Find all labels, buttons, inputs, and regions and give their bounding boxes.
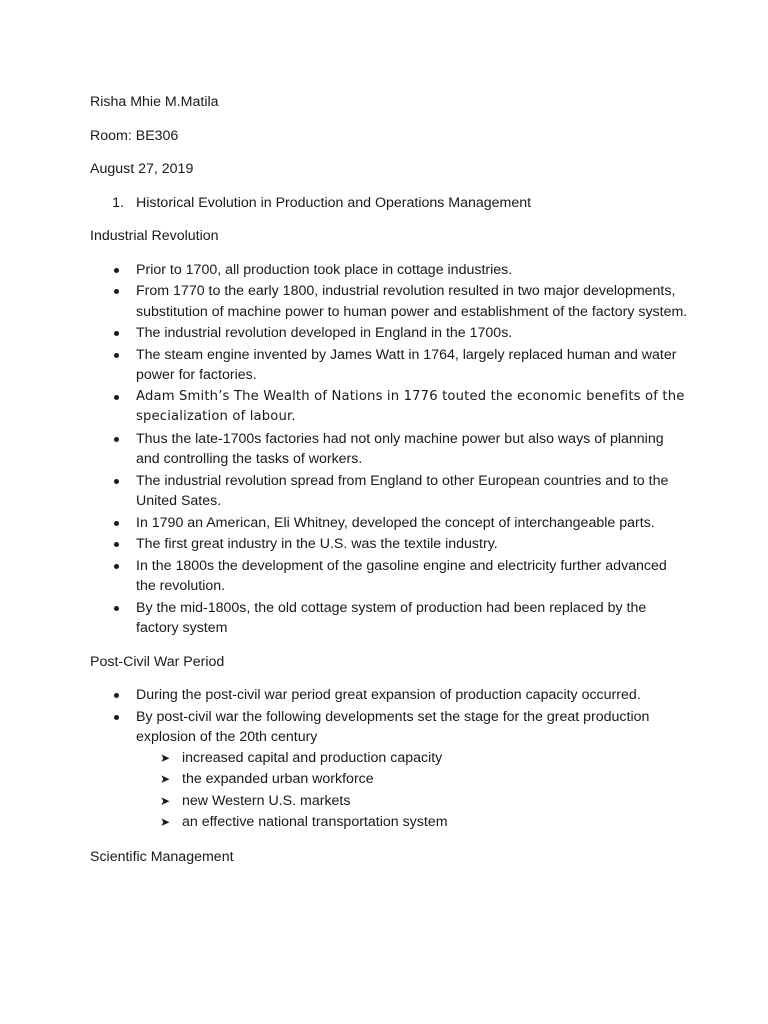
sub-list-item: ➤ an effective national transportation system [160, 812, 688, 833]
list-item: During the post-civil war period great expansion of production capacity occurred. [90, 685, 688, 706]
section-title-industrial-revolution: Industrial Revolution [90, 228, 219, 244]
sub-list-item: ➤ new Western U.S. markets [160, 791, 688, 812]
list-item: By post-civil war the following developments set the stage for the great production explosion of the 20th century ➤ increased capital and production capacity ➤ the expanded urban workforce ➤ new Western U.S. markets ➤ an effective national transportation system [90, 707, 688, 834]
bullet-icon [90, 471, 136, 512]
sub-list-item: ➤ the expanded urban workforce [160, 769, 688, 790]
post-civil-war-list [90, 685, 688, 834]
arrowhead-right-icon: ➤ [160, 815, 171, 829]
arrowhead-right-icon: ➤ [160, 793, 171, 808]
bullet-icon [90, 685, 136, 706]
list-item: In the 1800s the development of the gasoline engine and electricity further advanced the revolution. [90, 556, 688, 597]
bullet-icon [90, 556, 136, 597]
section-title-scientific-management: Scientific Management [90, 848, 234, 865]
arrowhead-right-icon: ➤ [160, 772, 171, 786]
list-item: Prior to 1700, all production took place in cottage industries. [90, 260, 688, 281]
bullet-icon [90, 598, 136, 639]
bullet-icon [90, 707, 136, 748]
bullet-icon [90, 260, 136, 281]
list-item: Adam Smith’s The Wealth of Nations in 1776 touted the economic benefits of the specialization of labour. [90, 387, 688, 428]
numbered-heading-number: 1. [112, 194, 124, 211]
list-item: In 1790 an American, Eli Whitney, developed the concept of interchangeable parts. [90, 513, 688, 534]
numbered-heading [90, 193, 688, 214]
bullet-icon [90, 281, 136, 322]
list-item: The industrial revolution developed in England in the 1700s. [90, 323, 688, 344]
document-date: August 27, 2019 [90, 161, 194, 177]
numbered-heading-text: Historical Evolution in Production and Operations Management [136, 194, 532, 211]
list-item: By the mid-1800s, the old cottage system of production had been replaced by the factory system [90, 598, 688, 639]
bullet-icon [90, 429, 136, 470]
list-item: The steam engine invented by James Watt in 1764, largely replaced human and water power for factories. [90, 345, 688, 386]
bullet-icon [90, 345, 136, 386]
bullet-icon [90, 513, 136, 534]
post-civil-war-sublist [90, 748, 688, 834]
list-item: Thus the late-1700s factories had not only machine power but also ways of planning and controlling the tasks of workers. [90, 429, 688, 470]
list-item: From 1770 to the early 1800, industrial revolution resulted in two major developments, substitution of machine power to human power and establishment of the factory system. [90, 281, 688, 322]
list-item: The first great industry in the U.S. was the textile industry. [90, 534, 688, 555]
sub-list-item: ➤ increased capital and production capacity [160, 748, 688, 769]
bullet-icon [90, 534, 136, 555]
bullet-icon [90, 323, 136, 344]
room-label: Room: BE306 [90, 127, 179, 144]
bullet-icon [90, 387, 136, 428]
arrowhead-right-icon: ➤ [160, 750, 171, 765]
industrial-revolution-list [90, 260, 688, 639]
list-item: The industrial revolution spread from England to other European countries and to the United Sates. [90, 471, 688, 512]
section-title-post-civil-war: Post-Civil War Period [90, 653, 225, 670]
author-name: Risha Mhie M.Matila [90, 94, 219, 110]
